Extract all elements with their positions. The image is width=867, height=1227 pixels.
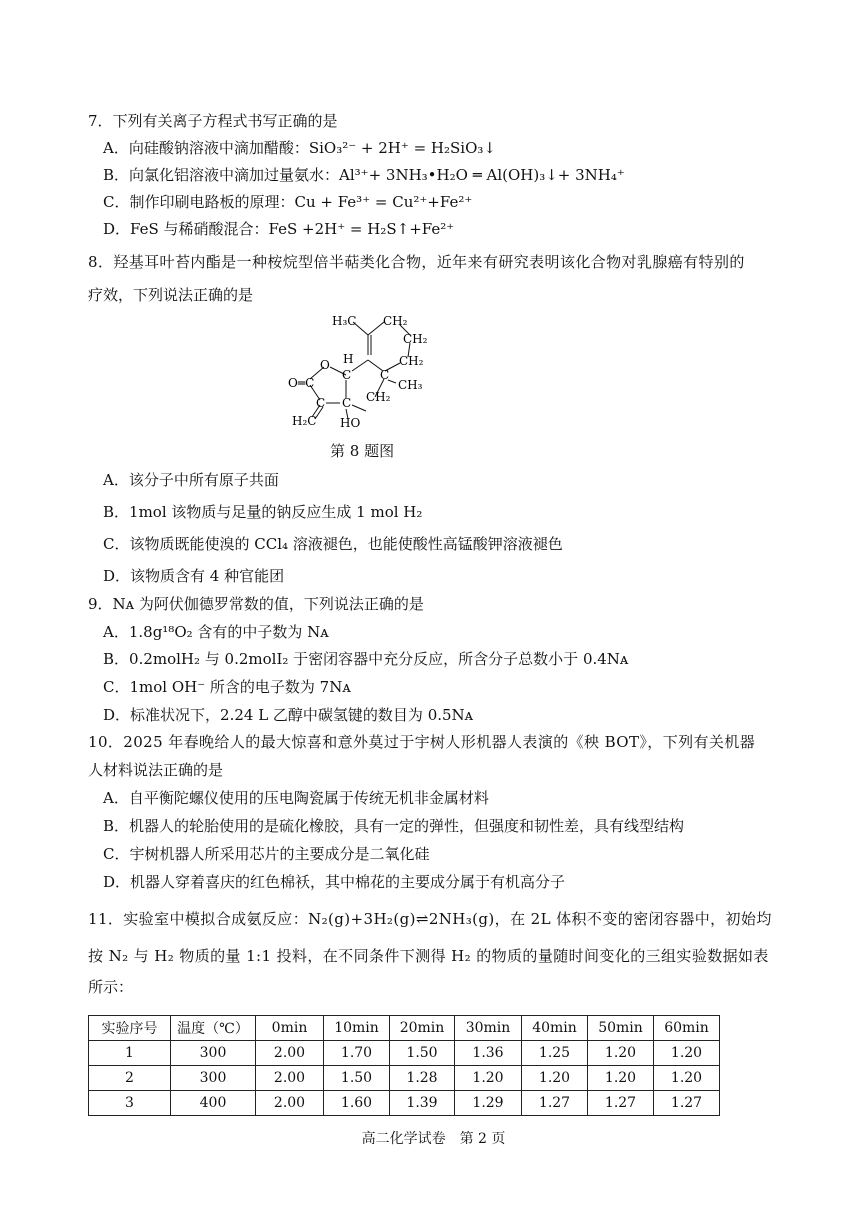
q8-label-c3: C (316, 396, 326, 410)
table-cell: 1.20 (654, 1041, 720, 1066)
q11-stem-line2: 按 N₂ 与 H₂ 物质的量 1:1 投料，在不同条件下测得 H₂ 的物质的量随时间变化的三组实验数据如表 (88, 947, 769, 965)
q8-label-o-eq: O═C (288, 376, 315, 390)
table-cell: 1.27 (522, 1091, 588, 1116)
q8-stem-line2: 疗效，下列说法正确的是 (88, 286, 254, 304)
q11-stem-line1: 11．实验室中模拟合成氨反应：N₂(g)+3H₂(g)⇌2NH₃(g)，在 2L 体积不变的密闭容器中，初始均 (88, 910, 772, 928)
q8-label-h3c: H₃C (332, 314, 357, 328)
table-row (89, 1041, 720, 1066)
table-cell: 400 (171, 1091, 256, 1116)
q9-option-c: C．1mol OH⁻ 所含的电子数为 7Nᴀ (103, 678, 351, 696)
table-cell: 1.36 (455, 1041, 522, 1066)
q10-option-a: A．自平衡陀螺仪使用的压电陶瓷属于传统无机非金属材料 (103, 789, 489, 807)
table-header-cell: 10min (324, 1016, 390, 1041)
q8-structure-figure (280, 305, 450, 435)
q8-label-ch2-c: CH₂ (399, 354, 424, 368)
table-cell: 1.20 (455, 1066, 522, 1091)
q7-option-b: B．向氯化铝溶液中滴加过量氨水：Al³⁺+ 3NH₃•H₂O ═ Al(OH)₃↓+ 3NH₄⁺ (103, 166, 625, 184)
table-cell: 1.20 (654, 1066, 720, 1091)
table-cell: 1.20 (522, 1066, 588, 1091)
q8-label-c2: C (380, 368, 390, 382)
q8-label-ch3: CH₃ (398, 378, 423, 392)
table-cell: 1.27 (588, 1091, 654, 1116)
table-cell: 2 (89, 1066, 171, 1091)
q8-label-ho: HO (340, 416, 361, 430)
table-header-row (89, 1016, 720, 1041)
table-cell: 300 (171, 1066, 256, 1091)
q7-stem: 7．下列有关离子方程式书写正确的是 (88, 112, 338, 130)
table-cell: 1.25 (522, 1041, 588, 1066)
table-cell: 1.50 (324, 1066, 390, 1091)
table-cell: 1.60 (324, 1091, 390, 1116)
q10-option-b: B．机器人的轮胎使用的是硫化橡胶，具有一定的弹性，但强度和韧性差，具有线型结构 (103, 817, 685, 835)
table-header-cell: 50min (588, 1016, 654, 1041)
q8-label-h2c: H₂C (292, 414, 317, 428)
table-cell: 1.20 (588, 1041, 654, 1066)
q7-option-c: C．制作印刷电路板的原理：Cu + Fe³⁺ = Cu²⁺+Fe²⁺ (103, 193, 473, 211)
table-cell: 1.20 (588, 1066, 654, 1091)
table-cell: 2.00 (256, 1091, 324, 1116)
page-footer: 高二化学试卷 第 2 页 (361, 1131, 506, 1147)
table-header-cell: 温度（℃） (171, 1016, 256, 1041)
q8-label-o-ring: O (320, 358, 330, 372)
q9-option-b: B．0.2molH₂ 与 0.2molI₂ 于密闭容器中充分反应，所含分子总数小于 0.4Nᴀ (103, 650, 629, 668)
table-cell: 3 (89, 1091, 171, 1116)
q9-stem: 9．Nᴀ 为阿伏伽德罗常数的值，下列说法正确的是 (88, 595, 424, 613)
q10-stem-line2: 人材料说法正确的是 (88, 761, 224, 779)
table-cell: 1.29 (455, 1091, 522, 1116)
q8-label-ch2-a: CH₂ (383, 314, 408, 328)
table-cell: 1.28 (390, 1066, 455, 1091)
table-cell: 300 (171, 1041, 256, 1066)
q9-option-a: A．1.8g¹⁸O₂ 含有的中子数为 Nᴀ (103, 623, 329, 641)
q8-option-d: D．该物质含有 4 种官能团 (103, 567, 285, 585)
q10-option-c: C．宇树机器人所采用芯片的主要成分是二氧化硅 (103, 845, 430, 863)
q8-label-c1: C (342, 368, 352, 382)
table-cell: 1.70 (324, 1041, 390, 1066)
table-row (89, 1066, 720, 1091)
q11-stem-line3: 所示： (88, 978, 134, 996)
table-row (89, 1091, 720, 1116)
table-cell: 1.50 (390, 1041, 455, 1066)
table-header-cell: 20min (390, 1016, 455, 1041)
q10-option-d: D．机器人穿着喜庆的红色棉袄，其中棉花的主要成分属于有机高分子 (103, 873, 566, 891)
q8-stem-line1: 8．羟基耳叶苔内酯是一种桉烷型倍半萜类化合物，近年来有研究表明该化合物对乳腺癌有特别的 (88, 253, 745, 271)
table-cell: 1.39 (390, 1091, 455, 1116)
q8-label-ch2-d: CH₂ (366, 390, 391, 404)
q8-label-ch2-b: CH₂ (403, 332, 428, 346)
table-header-cell: 实验序号 (89, 1016, 171, 1041)
q8-figure-caption: 第 8 题图 (330, 442, 395, 460)
table-cell: 2.00 (256, 1041, 324, 1066)
table-header-cell: 40min (522, 1016, 588, 1041)
table-cell: 1 (89, 1041, 171, 1066)
q11-data-table (88, 1015, 720, 1116)
table-cell: 2.00 (256, 1066, 324, 1091)
q8-option-b: B．1mol 该物质与足量的钠反应生成 1 mol H₂ (103, 503, 423, 521)
q8-option-c: C．该物质既能使溴的 CCl₄ 溶液褪色，也能使酸性高锰酸钾溶液褪色 (103, 535, 563, 553)
q7-option-a: A．向硅酸钠溶液中滴加醋酸：SiO₃²⁻ + 2H⁺ = H₂SiO₃↓ (103, 139, 496, 157)
q8-label-c4: C (342, 396, 352, 410)
table-header-cell: 30min (455, 1016, 522, 1041)
q10-stem-line1: 10．2025 年春晚给人的最大惊喜和意外莫过于宇树人形机器人表演的《秧 BOT》，下列有关机器 (88, 733, 756, 751)
table-cell: 1.27 (654, 1091, 720, 1116)
q8-label-h: H (343, 352, 354, 366)
table-header-cell: 0min (256, 1016, 324, 1041)
table-header-cell: 60min (654, 1016, 720, 1041)
q8-option-a: A．该分子中所有原子共面 (103, 471, 279, 489)
q9-option-d: D．标准状况下，2.24 L 乙醇中碳氢键的数目为 0.5Nᴀ (103, 706, 474, 724)
q7-option-d: D．FeS 与稀硝酸混合：FeS +2H⁺ = H₂S↑+Fe²⁺ (103, 220, 455, 238)
